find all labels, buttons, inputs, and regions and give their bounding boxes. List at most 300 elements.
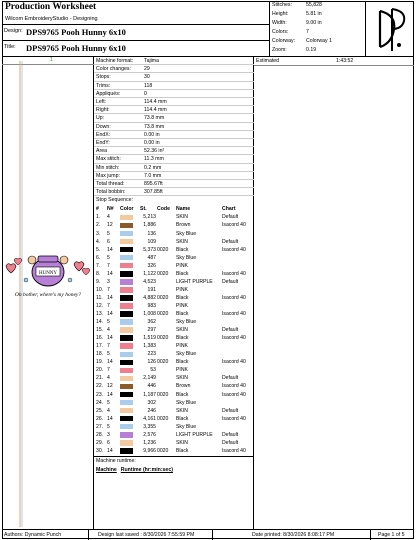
machine-stat-label: Appliqués: xyxy=(96,90,121,97)
sequence-row xyxy=(94,326,254,334)
footer-last-saved: Design last saved : 8/30/2026 7:55:59 PM xyxy=(98,532,195,538)
sequence-chart: Isacord 40 xyxy=(222,383,246,390)
machine-stat-label: Machine format: xyxy=(96,58,134,64)
color-swatch xyxy=(120,287,133,293)
machine-stat-row xyxy=(94,131,254,139)
machine-stat-label: Max jump: xyxy=(96,172,120,179)
sequence-name: Black xyxy=(176,294,189,301)
sequence-st: 446 xyxy=(147,383,156,390)
sequence-row xyxy=(94,358,254,366)
sequence-st: 1,383 xyxy=(143,343,156,350)
machine-stat-value: 114.4 mm xyxy=(144,99,167,105)
sequence-chart: Isacord 40 xyxy=(222,335,246,342)
sequence-n: 5 xyxy=(107,230,110,237)
color-swatch xyxy=(120,376,133,382)
machine-stat-value: 118 xyxy=(144,82,153,89)
sequence-name: Brown xyxy=(176,222,191,229)
worksheet-header xyxy=(2,1,414,57)
sequence-num: 24. xyxy=(96,399,104,406)
sequence-name: Black xyxy=(176,335,189,342)
sequence-chart: Isacord 40 xyxy=(222,447,246,454)
sequence-name: SKIN xyxy=(176,327,188,334)
machine-stat-row xyxy=(94,172,254,180)
sequence-n: 14 xyxy=(107,270,113,277)
color-swatch xyxy=(120,295,133,301)
sequence-row xyxy=(94,334,254,342)
color-swatch xyxy=(120,432,133,438)
sequence-num: 9. xyxy=(96,278,101,285)
sequence-name: PINK xyxy=(176,302,188,309)
machine-stat-value: Tajima xyxy=(144,58,159,64)
machine-stat-row xyxy=(94,180,254,188)
machine-stat-row xyxy=(94,147,254,155)
sequence-n: 4 xyxy=(107,327,110,334)
sequence-name: Black xyxy=(176,359,189,366)
sequence-header-num: # xyxy=(96,205,99,212)
machine-stat-label: Down: xyxy=(96,123,111,130)
sequence-num: 21. xyxy=(96,375,104,382)
sequence-n: 4 xyxy=(107,214,110,221)
runtime-estimate-panel xyxy=(254,57,414,529)
sequence-num: 16. xyxy=(96,335,104,342)
design-row xyxy=(2,24,270,40)
sequence-row xyxy=(94,278,254,286)
sequence-header-row xyxy=(94,205,254,213)
machine-stat-row xyxy=(94,155,254,163)
sequence-name: Sky Blue xyxy=(176,399,197,406)
sequence-n: 14 xyxy=(107,311,113,317)
sequence-header-code: Code xyxy=(157,205,170,212)
color-swatch xyxy=(120,319,133,325)
machine-stat-label: Area xyxy=(96,148,107,155)
sequence-header-n: N# xyxy=(107,205,114,212)
machine-stat-row xyxy=(94,188,254,196)
header-info xyxy=(2,1,270,57)
worksheet-footer xyxy=(2,529,414,539)
sequence-name: SKIN xyxy=(176,238,188,245)
svg-text:HUNNY: HUNNY xyxy=(38,271,58,276)
sequence-st: 1,008 xyxy=(143,311,156,317)
sequence-row xyxy=(94,262,254,270)
sequence-code: 0020 xyxy=(157,447,169,454)
sequence-st: 1,519 xyxy=(143,335,156,342)
machine-stat-value: 11.3 mm xyxy=(144,156,164,163)
sequence-code: 0020 xyxy=(157,415,169,422)
sequence-n: 14 xyxy=(107,415,113,422)
color-swatch xyxy=(120,400,133,406)
sequence-num: 18. xyxy=(96,351,104,358)
sequence-row xyxy=(94,366,254,374)
sequence-num: 27. xyxy=(96,423,104,430)
sequence-name: SKIN xyxy=(176,407,188,414)
sequence-name: Sky Blue xyxy=(176,319,197,326)
sequence-num: 19. xyxy=(96,359,104,366)
sequence-n: 7 xyxy=(107,262,110,269)
sequence-row xyxy=(94,310,254,318)
sequence-num: 1. xyxy=(96,214,101,221)
sequence-num: 5. xyxy=(96,246,101,253)
sequence-chart: Default xyxy=(222,431,239,438)
machine-stat-value: 307.85ft xyxy=(144,189,163,196)
machine-stat-label: Max stitch: xyxy=(96,156,121,163)
sequence-row xyxy=(94,415,254,423)
sequence-row xyxy=(94,286,254,294)
sequence-name: Black xyxy=(176,246,189,253)
pooh-hunny-design xyxy=(2,252,94,312)
machine-stat-label: EndY: xyxy=(96,140,110,146)
sequence-name: Sky Blue xyxy=(176,254,197,261)
sequence-st: 9,966 xyxy=(143,447,156,454)
machine-stat-row xyxy=(94,90,254,98)
sequence-chart: Default xyxy=(222,278,239,285)
sequence-n: 5 xyxy=(107,351,110,358)
machine-stat-row xyxy=(94,98,254,106)
machine-runtime-title: Machine runtime: xyxy=(96,457,136,464)
estimate-divider xyxy=(254,65,414,66)
header-stats: Stitches: 55,828 Height: 5.81 in Width: 9.00 in Colors: 7 Colorway: Colorway 1 Zoom: 0.19 xyxy=(270,1,366,57)
sequence-num: 22. xyxy=(96,383,104,390)
machine-stat-row xyxy=(94,106,254,114)
sequence-n: 14 xyxy=(107,335,113,342)
color-swatch xyxy=(120,239,133,245)
sequence-st: 4,523 xyxy=(143,278,156,285)
sequence-name: PINK xyxy=(176,286,188,293)
preview-marker: 1 xyxy=(50,57,53,63)
color-swatch xyxy=(120,448,133,454)
sequence-num: 17. xyxy=(96,343,104,350)
sequence-row xyxy=(94,431,254,439)
sequence-st: 126 xyxy=(147,359,156,366)
sequence-st: 136 xyxy=(147,230,156,237)
sequence-chart: Default xyxy=(222,407,239,414)
sequence-st: 983 xyxy=(147,302,156,309)
color-swatch xyxy=(120,255,133,261)
sequence-row xyxy=(94,439,254,447)
sequence-chart: Isacord 40 xyxy=(222,311,246,317)
color-swatch xyxy=(120,392,133,398)
color-swatch xyxy=(120,231,133,237)
sequence-chart: Default xyxy=(222,214,239,221)
sequence-name: Black xyxy=(176,415,189,422)
sequence-name: Black xyxy=(176,270,189,277)
color-swatch xyxy=(120,335,133,341)
sequence-row xyxy=(94,213,254,221)
design-script-text: Oh bother, where's my honey? xyxy=(14,292,82,298)
color-swatch xyxy=(120,416,133,422)
machine-stat-label: Total thread: xyxy=(96,181,125,187)
sequence-st: 223 xyxy=(147,351,156,358)
sequence-st: 1,187 xyxy=(143,391,156,398)
sequence-row xyxy=(94,374,254,382)
sequence-code: 0020 xyxy=(157,294,169,301)
sequence-n: 7 xyxy=(107,367,110,374)
sequence-n: 14 xyxy=(107,246,113,253)
color-swatch xyxy=(120,223,133,229)
color-swatch xyxy=(120,368,133,374)
estimated-label: Estimated xyxy=(256,58,280,64)
stop-sequence-title: Stop Sequence: xyxy=(96,197,133,204)
color-swatch xyxy=(120,263,133,269)
sequence-header-name: Name xyxy=(176,205,191,212)
machine-stat-value: 895.67ft xyxy=(144,181,163,187)
sequence-row xyxy=(94,270,254,278)
sequence-code: 0020 xyxy=(157,246,169,253)
sequence-header-st: St. xyxy=(140,205,147,212)
sequence-name: SKIN xyxy=(176,214,188,221)
sequence-row xyxy=(94,342,254,350)
machine-stat-value: 7.0 mm xyxy=(144,172,162,179)
sequence-st: 53 xyxy=(150,367,156,374)
machine-stat-label: Left: xyxy=(96,99,107,105)
machine-stat-row xyxy=(94,73,254,81)
sequence-num: 12. xyxy=(96,302,104,309)
footer-date-printed: Date printed: 8/30/2026 8:08:17 PM xyxy=(252,532,335,538)
sequence-name: PINK xyxy=(176,343,188,350)
color-swatch xyxy=(120,247,133,253)
machine-stat-label: Trims: xyxy=(96,82,111,89)
color-swatch xyxy=(120,424,133,430)
machine-stat-value: 29 xyxy=(144,66,150,73)
sequence-chart: Isacord 40 xyxy=(222,246,246,253)
sequence-num: 25. xyxy=(96,407,104,414)
sequence-n: 6 xyxy=(107,238,110,245)
sequence-row xyxy=(94,294,254,302)
sequence-st: 1,236 xyxy=(143,439,156,446)
sequence-num: 26. xyxy=(96,415,104,422)
footer-authors: Authors: Dynamic Punch xyxy=(4,532,62,538)
machine-stat-value: 0.2 mm xyxy=(144,164,162,171)
sequence-st: 362 xyxy=(147,319,156,326)
worksheet-title: Production Worksheet xyxy=(5,2,97,12)
sequence-n: 3 xyxy=(107,278,110,285)
sequence-num: 10. xyxy=(96,286,104,293)
sequence-row xyxy=(94,318,254,326)
sequence-header-color: Color xyxy=(120,205,134,212)
sequence-st: 302 xyxy=(147,399,156,406)
worksheet-subtitle: Wilcom EmbroideryStudio - Designing xyxy=(5,16,98,22)
sequence-row xyxy=(94,302,254,310)
sequence-n: 3 xyxy=(107,431,110,438)
machine-stat-value: 0.00 in xyxy=(144,131,160,138)
machine-stat-value: 114.4 mm xyxy=(144,107,167,114)
sequence-chart: Isacord 40 xyxy=(222,294,246,301)
title-label: Title: xyxy=(4,44,16,50)
sequence-num: 11. xyxy=(96,294,103,301)
sequence-num: 14. xyxy=(96,319,104,326)
sequence-name: Brown xyxy=(176,383,191,390)
sequence-row xyxy=(94,399,254,407)
machine-stat-value: 73.8 mm xyxy=(144,123,165,130)
sequence-num: 20. xyxy=(96,367,104,374)
sequence-chart: Default xyxy=(222,238,239,245)
sequence-name: Black xyxy=(176,391,189,398)
machine-stat-row xyxy=(94,57,254,65)
sequence-n: 4 xyxy=(107,375,110,382)
color-swatch xyxy=(120,352,133,358)
sequence-header-chart: Chart xyxy=(222,205,236,212)
machine-stat-value: 52.36 in² xyxy=(144,148,165,155)
sequence-n: 14 xyxy=(107,391,113,398)
sequence-name: Sky Blue xyxy=(176,351,197,358)
color-swatch xyxy=(120,384,133,390)
sequence-chart: Isacord 40 xyxy=(222,391,246,398)
runtime-divider xyxy=(94,456,254,457)
sequence-name: Black xyxy=(176,447,189,454)
sequence-row xyxy=(94,391,254,399)
sequence-st: 191 xyxy=(147,286,156,293)
sequence-num: 30. xyxy=(96,447,104,454)
machine-stat-label: EndX: xyxy=(96,131,111,138)
sequence-st: 3,355 xyxy=(143,423,156,430)
color-swatch xyxy=(120,343,133,349)
sequence-n: 5 xyxy=(107,399,110,406)
sequence-chart: Isacord 40 xyxy=(222,222,246,229)
sequence-n: 5 xyxy=(107,423,110,430)
sequence-chart: Isacord 40 xyxy=(222,359,246,366)
sequence-st: 246 xyxy=(147,407,156,414)
color-swatch xyxy=(120,271,133,277)
sequence-st: 5,373 xyxy=(143,246,156,253)
machine-stat-row xyxy=(94,164,254,172)
title-value: DPS9765 Pooh Hunny 6x10 xyxy=(26,43,126,53)
sequence-code: 0020 xyxy=(157,311,169,317)
sequence-name: Black xyxy=(176,311,189,317)
sequence-num: 7. xyxy=(96,262,101,269)
machine-stat-value: 30 xyxy=(144,74,150,81)
sequence-chart: Default xyxy=(222,375,239,382)
sequence-n: 7 xyxy=(107,302,110,309)
machine-stat-label: Up: xyxy=(96,115,105,122)
sequence-n: 7 xyxy=(107,343,110,350)
sequence-n: 14 xyxy=(107,294,113,301)
sequence-n: 4 xyxy=(107,407,110,414)
sequence-num: 13. xyxy=(96,311,104,317)
sequence-code: 0020 xyxy=(157,359,169,366)
machine-stat-label: Stops: xyxy=(96,74,111,81)
color-swatch xyxy=(120,408,133,414)
machine-stat-label: Color changes: xyxy=(96,66,131,73)
sequence-n: 7 xyxy=(107,286,110,293)
estimated-value: 1:43:52 xyxy=(336,58,354,64)
sequence-row xyxy=(94,230,254,238)
sequence-chart: Isacord 40 xyxy=(222,270,246,277)
sequence-row xyxy=(94,350,254,358)
color-swatch xyxy=(120,440,133,446)
sequence-row xyxy=(94,423,254,431)
runtime-header-row xyxy=(96,467,177,473)
machine-stat-value: 0 xyxy=(144,90,147,97)
sequence-row xyxy=(94,238,254,246)
sequence-row xyxy=(94,407,254,415)
sequence-n: 6 xyxy=(107,439,110,446)
sequence-code: 0020 xyxy=(157,270,169,277)
machine-stat-row xyxy=(94,139,254,147)
color-swatch xyxy=(120,279,133,285)
sequence-st: 297 xyxy=(147,327,156,334)
sequence-st: 2,576 xyxy=(143,431,156,438)
sequence-st: 2,149 xyxy=(143,375,156,382)
sequence-num: 6. xyxy=(96,254,101,261)
machine-stat-value: 0.00 in xyxy=(144,140,160,146)
dp-logo xyxy=(366,1,414,57)
sequence-name: SKIN xyxy=(176,375,188,382)
runtime-header-runtime: Runtime (hr:min:sec) xyxy=(120,466,173,473)
sequence-name: Sky Blue xyxy=(176,230,197,237)
sequence-st: 4,161 xyxy=(143,415,156,422)
machine-stat-row xyxy=(94,65,254,73)
sequence-name: PINK xyxy=(176,262,188,269)
sequence-st: 326 xyxy=(147,262,156,269)
color-swatch xyxy=(120,215,133,221)
sequence-name: SKIN xyxy=(176,439,188,446)
machine-stat-row xyxy=(94,114,254,122)
sequence-num: 4. xyxy=(96,238,101,245)
sequence-row xyxy=(94,221,254,229)
sequence-num: 23. xyxy=(96,391,104,398)
machine-stat-label: Min stitch: xyxy=(96,164,120,171)
sequence-row xyxy=(94,246,254,254)
sequence-name: PINK xyxy=(176,367,188,374)
sequence-n: 5 xyxy=(107,254,110,261)
sequence-num: 2. xyxy=(96,222,101,229)
sequence-num: 28. xyxy=(96,431,104,438)
sequence-st: 487 xyxy=(147,254,156,261)
sequence-n: 5 xyxy=(107,319,110,326)
sequence-row xyxy=(94,382,254,390)
sequence-row xyxy=(94,254,254,262)
machine-stat-label: Total bobbin: xyxy=(96,189,126,196)
sequence-n: 14 xyxy=(107,359,113,366)
sequence-code: 0020 xyxy=(157,335,169,342)
sequence-st: 4,882 xyxy=(143,294,156,301)
sequence-chart: Isacord 40 xyxy=(222,415,246,422)
sequence-n: 12 xyxy=(107,222,113,229)
color-swatch xyxy=(120,311,133,317)
footer-page: Page 1 of 5 xyxy=(378,532,405,538)
design-label: Design: xyxy=(4,28,23,34)
color-swatch xyxy=(120,360,133,366)
color-swatch xyxy=(120,303,133,309)
sequence-num: 3. xyxy=(96,230,101,237)
design-value: DPS9765 Pooh Hunny 6x10 xyxy=(26,27,126,37)
machine-info-panel xyxy=(94,57,254,529)
sequence-num: 15. xyxy=(96,327,104,334)
sequence-name: LIGHT PURPLE xyxy=(176,278,213,285)
runtime-header-machine: Machine xyxy=(96,466,117,473)
sequence-name: LIGHT PURPLE xyxy=(176,431,213,438)
sequence-code: 0020 xyxy=(157,391,169,398)
sequence-chart: Default xyxy=(222,327,239,334)
sequence-num: 8. xyxy=(96,270,101,277)
machine-stat-row xyxy=(94,82,254,90)
color-swatch xyxy=(120,327,133,333)
machine-stat-label: Right: xyxy=(96,107,110,114)
sequence-st: 109 xyxy=(147,238,156,245)
machine-stat-row xyxy=(94,123,254,131)
sequence-st: 1,122 xyxy=(143,270,156,277)
title-row xyxy=(2,40,270,57)
sequence-chart: Default xyxy=(222,439,239,446)
sequence-st: 5,213 xyxy=(143,214,156,221)
design-preview-panel xyxy=(2,57,94,529)
machine-stat-value: 73.8 mm xyxy=(144,115,165,122)
sequence-n: 14 xyxy=(107,447,113,454)
sequence-name: Sky Blue xyxy=(176,423,197,430)
sequence-row xyxy=(94,447,254,455)
sequence-st: 1,886 xyxy=(143,222,156,229)
sequence-n: 12 xyxy=(107,383,113,390)
sequence-num: 29. xyxy=(96,439,104,446)
